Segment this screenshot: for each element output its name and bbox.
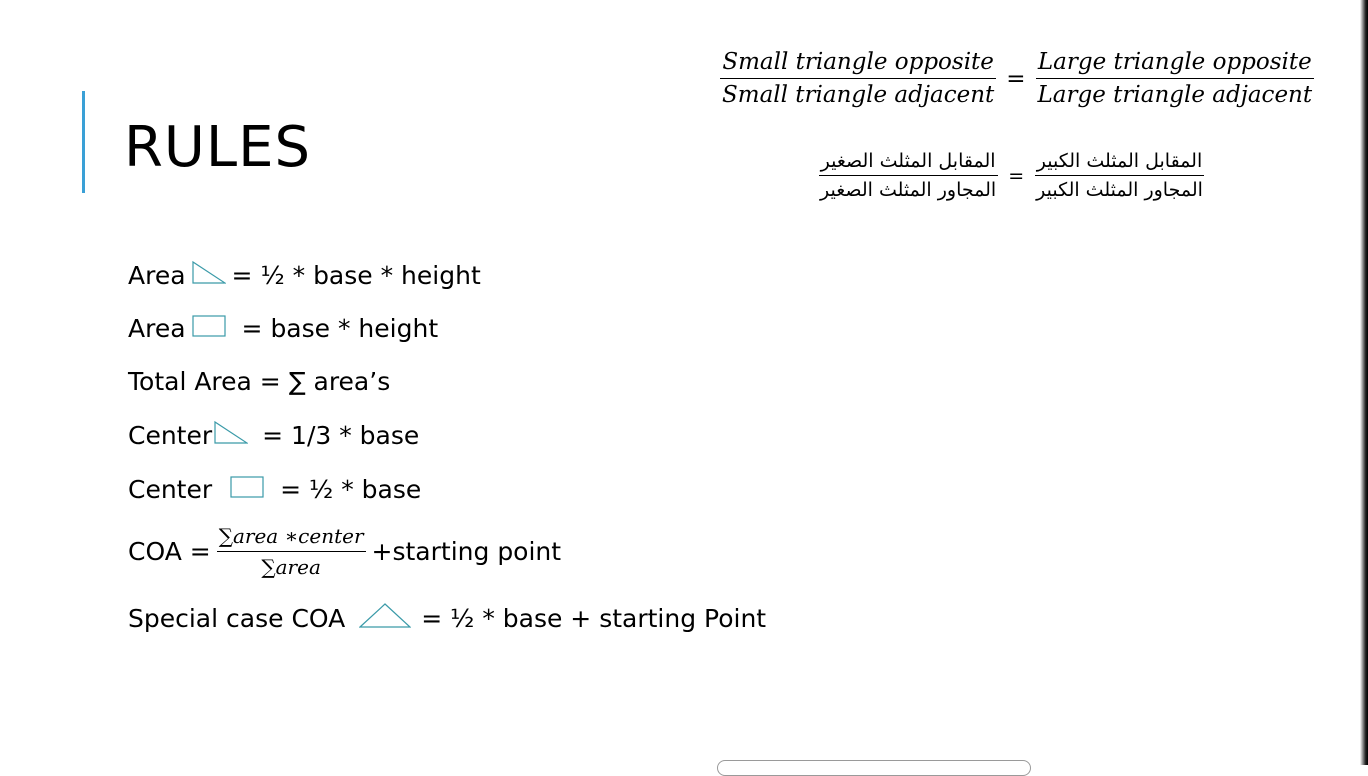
right-numerator-ar: المقابل المثلث الكبير	[1035, 150, 1204, 176]
coa-numerator: ∑area ∗center	[217, 524, 366, 552]
rule-coa	[128, 524, 561, 579]
rule-formula: +starting point	[371, 537, 562, 566]
rules-list	[128, 0, 888, 765]
left-numerator: Small triangle opposite	[720, 49, 996, 79]
right-fraction-ar	[1034, 150, 1205, 201]
rule-label: Area	[128, 260, 186, 290]
slide-title: RULES	[124, 115, 312, 180]
right-numerator: Large triangle opposite	[1036, 49, 1314, 79]
rule-formula: Total Area = ∑ area’s	[128, 367, 391, 396]
rule-label: COA =	[128, 537, 211, 566]
equals-sign-ar: =	[1008, 164, 1025, 187]
right-triangle-icon	[214, 420, 248, 450]
left-denominator-ar: المجاور المثلث الصغير	[820, 179, 997, 201]
rule-special-case-coa	[128, 602, 766, 634]
rule-label: Special case COA	[128, 603, 346, 633]
bottom-overlay	[717, 760, 1031, 776]
left-denominator: Small triangle adjacent	[722, 82, 995, 108]
rule-area-rectangle	[128, 313, 438, 343]
coa-fraction	[217, 524, 366, 579]
equals-sign: =	[1006, 65, 1026, 92]
rectangle-icon	[230, 474, 264, 504]
rule-center-rectangle	[128, 474, 421, 504]
rule-label: Center	[128, 420, 213, 450]
isosceles-triangle-icon	[359, 602, 411, 634]
rule-area-triangle	[128, 260, 481, 290]
title-accent-bar	[82, 91, 85, 193]
right-triangle-icon	[192, 260, 226, 290]
rule-formula: = 1/3 * base	[262, 420, 420, 450]
right-denominator: Large triangle adjacent	[1037, 82, 1313, 108]
right-fraction	[1036, 49, 1315, 108]
window-edge	[1360, 0, 1368, 765]
left-numerator-ar: المقابل المثلث الصغير	[819, 150, 998, 176]
rule-label: Area	[128, 313, 186, 343]
rule-formula: = ½ * base * height	[231, 260, 481, 290]
coa-denominator: ∑area	[261, 555, 321, 579]
rectangle-icon	[192, 313, 226, 343]
right-denominator-ar: المجاور المثلث الكبير	[1036, 179, 1203, 201]
rule-formula: = ½ * base	[280, 474, 422, 504]
rule-total-area	[128, 367, 390, 396]
rule-formula: = ½ * base + starting Point	[421, 603, 767, 633]
rule-formula: = base * height	[241, 313, 439, 343]
rule-label: Center	[128, 474, 213, 504]
rule-center-triangle	[128, 420, 419, 450]
